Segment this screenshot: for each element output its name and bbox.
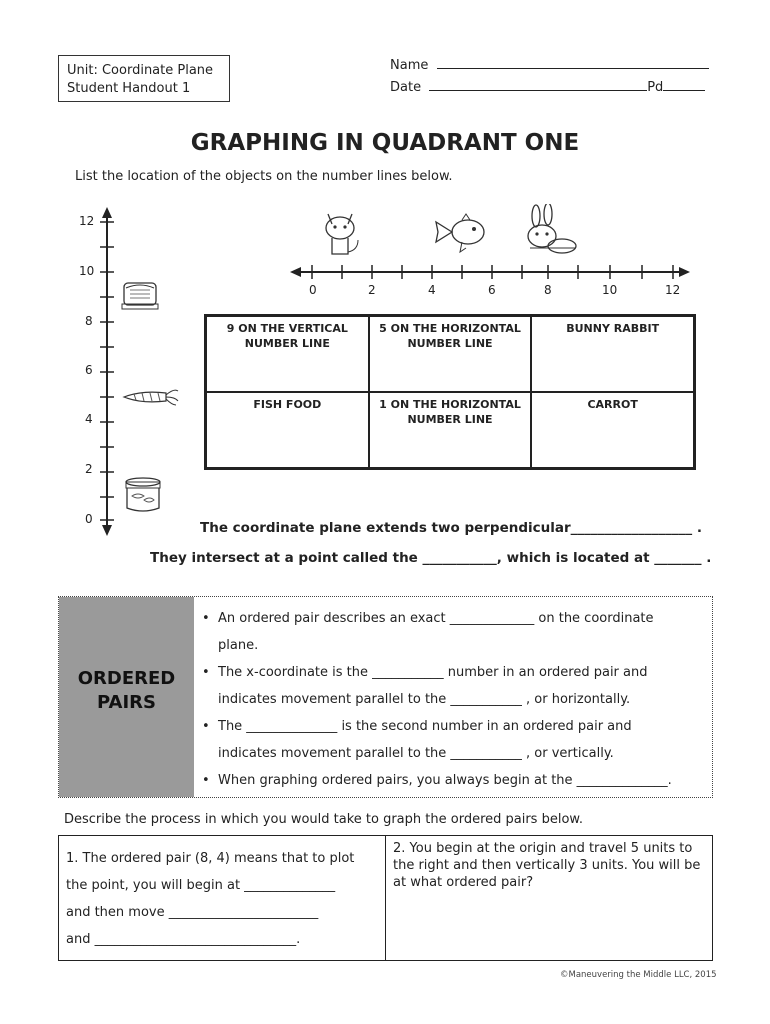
h-tick-0: 0 <box>309 283 317 297</box>
unit-box <box>58 55 230 102</box>
sentence-intersect: They intersect at a point called the ___________, which is located at _______ . <box>150 550 712 566</box>
list-item: • When graphing ordered pairs, you always begin at the ______________. <box>202 773 672 788</box>
page-title: GRAPHING IN QUADRANT ONE <box>190 130 580 156</box>
handout-label: Student Handout 1 <box>67 81 191 96</box>
fish-food-jar-icon <box>122 476 164 514</box>
location-table <box>204 314 696 470</box>
pet-food-bowl-icon <box>120 280 160 312</box>
vertical-number-line <box>70 205 130 540</box>
question-1 <box>66 845 378 953</box>
question-1-line: 1. The ordered pair (8, 4) means that to plot <box>66 851 355 866</box>
h-tick-12: 12 <box>665 283 681 297</box>
copyright: ©Maneuvering the Middle LLC, 2015 <box>560 970 717 980</box>
list-item: • The ______________ is the second number in an ordered pair and <box>202 719 632 734</box>
ordered-pairs-list <box>200 605 705 794</box>
table-cell: 9 ON THE VERTICAL NUMBER LINE <box>206 316 369 392</box>
instructions: List the location of the objects on the number lines below. <box>75 169 453 184</box>
h-tick-4: 4 <box>428 283 436 297</box>
h-tick-6: 6 <box>488 283 496 297</box>
date-label: Date <box>390 80 422 95</box>
v-tick-6: 6 <box>85 363 93 377</box>
v-tick-2: 2 <box>85 462 93 476</box>
question-1-line: and then move _______________________ <box>66 905 319 920</box>
sentence-perpendicular: The coordinate plane extends two perpendicular__________________ . <box>200 520 702 536</box>
ordered-pairs-title-line1: ORDERED <box>77 668 176 689</box>
h-tick-8: 8 <box>544 283 552 297</box>
table-cell: FISH FOOD <box>206 392 369 468</box>
cat-icon <box>318 208 366 260</box>
h-tick-10: 10 <box>602 283 618 297</box>
ordered-pairs-title <box>59 667 194 715</box>
carrot-icon <box>122 386 180 408</box>
list-item-cont: plane. <box>218 638 259 653</box>
describe-instructions: Describe the process in which you would take to graph the ordered pairs below. <box>64 812 583 827</box>
list-item-cont: indicates movement parallel to the ___________ , or vertically. <box>218 746 614 761</box>
question-2: 2. You begin at the origin and travel 5 units to the right and then vertically 3 units. You will be at what ordered pair? <box>393 841 701 890</box>
table-cell: 1 ON THE HORIZONTAL NUMBER LINE <box>369 392 532 468</box>
table-cell: BUNNY RABBIT <box>531 316 694 392</box>
list-item: • An ordered pair describes an exact _____________ on the coordinate <box>202 611 654 626</box>
bunny-icon <box>516 204 582 260</box>
list-item-cont: indicates movement parallel to the ___________ , or horizontally. <box>218 692 631 707</box>
fish-icon <box>432 212 490 258</box>
name-field[interactable] <box>390 58 709 73</box>
list-item: • The x-coordinate is the ___________ number in an ordered pair and <box>202 665 648 680</box>
v-tick-8: 8 <box>85 314 93 328</box>
ordered-pairs-title-line2: PAIRS <box>97 692 156 713</box>
h-tick-2: 2 <box>368 283 376 297</box>
name-label: Name <box>390 58 429 73</box>
table-cell: CARROT <box>531 392 694 468</box>
date-field[interactable] <box>390 80 705 95</box>
v-tick-0: 0 <box>85 512 93 526</box>
pd-label: Pd <box>647 80 664 95</box>
v-tick-10: 10 <box>79 264 95 278</box>
unit-label: Unit: Coordinate Plane <box>67 63 214 78</box>
v-tick-12: 12 <box>79 214 95 228</box>
questions-divider <box>385 835 386 961</box>
v-tick-4: 4 <box>85 412 93 426</box>
question-1-line: the point, you will begin at ______________ <box>66 878 336 893</box>
question-1-line: and _______________________________. <box>66 932 301 947</box>
table-cell: 5 ON THE HORIZONTAL NUMBER LINE <box>369 316 532 392</box>
